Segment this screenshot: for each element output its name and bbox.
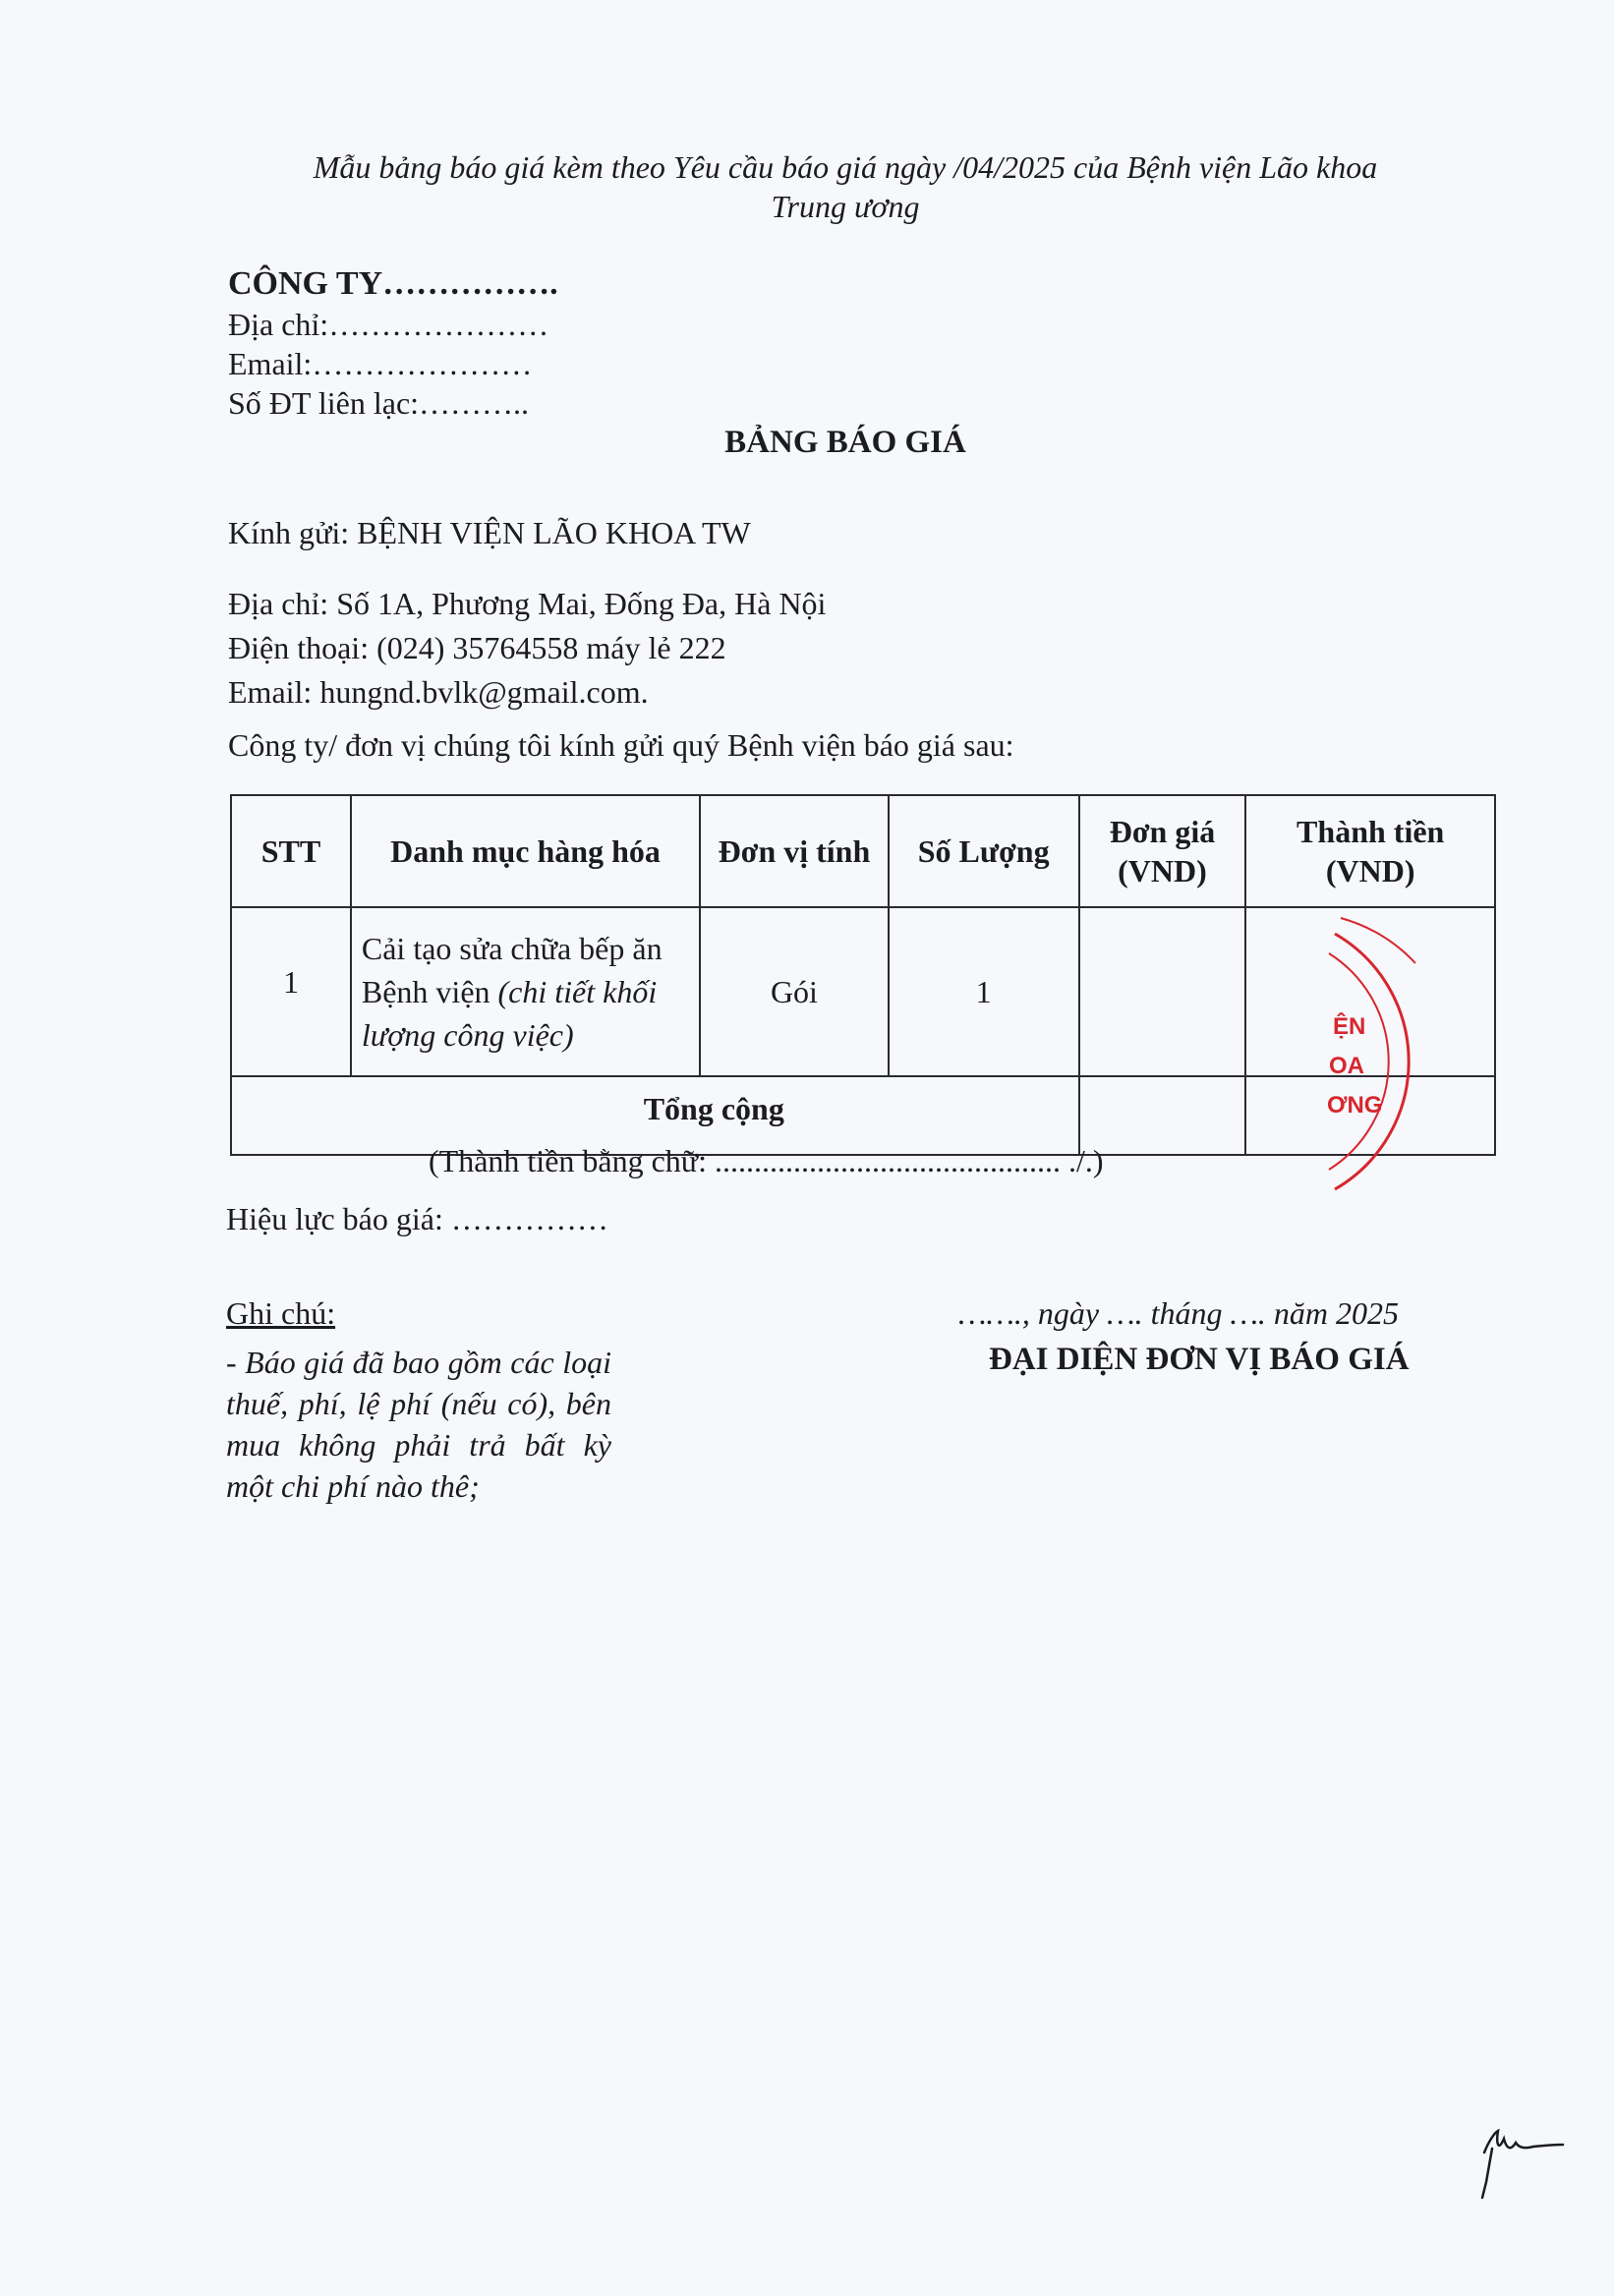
signature-title: ĐẠI DIỆN ĐƠN VỊ BÁO GIÁ	[989, 1342, 1410, 1377]
stamp-text-1: ỆN	[1333, 1013, 1366, 1040]
header-item: Danh mục hàng hóa	[351, 795, 700, 907]
recipient-email: Email: hungnd.bvlk@gmail.com.	[228, 674, 649, 710]
total-price	[1079, 1076, 1246, 1155]
total-label: Tổng cộng	[231, 1076, 1079, 1155]
item-detail: (chi tiết khối lượng công việc)	[361, 974, 658, 1053]
stamp-text-2: OA	[1329, 1053, 1364, 1079]
quote-validity: Hiệu lực báo giá: ……………	[226, 1201, 608, 1236]
header-amount: Thành tiền (VND)	[1245, 795, 1495, 907]
stamp-text-3: ƠNG	[1327, 1092, 1383, 1119]
cell-stt: 1	[231, 907, 351, 1076]
notes-title: Ghi chú:	[226, 1295, 336, 1331]
intro-text: Công ty/ đơn vị chúng tôi kính gửi quý Bệnh viện báo giá sau:	[228, 727, 1014, 763]
cell-item	[351, 907, 700, 1076]
cell-price	[1079, 907, 1246, 1076]
stamp-top-arc	[1341, 918, 1415, 963]
handwritten-initials	[1465, 2113, 1573, 2221]
amount-in-words: (Thành tiền bằng chữ: ............................................ ./.)	[429, 1143, 1104, 1178]
header-price: Đơn giá (VND)	[1079, 795, 1246, 907]
header-qty: Số Lượng	[889, 795, 1079, 907]
cell-qty: 1	[889, 907, 1079, 1076]
company-phone: Số ĐT liên lạc:………..	[228, 385, 530, 421]
recipient-address: Địa chỉ: Số 1A, Phương Mai, Đống Đa, Hà Nội	[228, 586, 827, 621]
header-note-line1: Mẫu bảng báo giá kèm theo Yêu cầu báo giá ngày /04/2025 của Bệnh viện Lão khoa	[313, 149, 1378, 185]
header-unit: Đơn vị tính	[700, 795, 889, 907]
header-note-line2: Trung ương	[771, 189, 920, 224]
signature-date-line: ……., ngày …. tháng …. năm 2025	[958, 1295, 1400, 1331]
item-name: Cải tạo sửa chữa bếp ăn Bệnh viện	[361, 931, 663, 1009]
cell-unit: Gói	[700, 907, 889, 1076]
header-note	[236, 147, 1455, 226]
document-title: BẢNG BÁO GIÁ	[724, 425, 966, 460]
recipient-phone: Điện thoại: (024) 35764558 máy lẻ 222	[228, 630, 726, 665]
header-stt: STT	[231, 795, 351, 907]
red-seal-stamp	[1268, 904, 1465, 1219]
company-address: Địa chỉ:…………………	[228, 307, 549, 342]
table-header-row	[231, 795, 1495, 907]
recipient-to: Kính gửi: BỆNH VIỆN LÃO KHOA TW	[228, 515, 751, 550]
company-name: CÔNG TY…………….	[228, 265, 558, 302]
company-email: Email:…………………	[228, 346, 533, 381]
notes-body: - Báo giá đã bao gồm các loại thuế, phí, lệ phí (nếu có), bên mua không phải trả bất kỳ một chi phí nào thê;	[226, 1345, 611, 1504]
